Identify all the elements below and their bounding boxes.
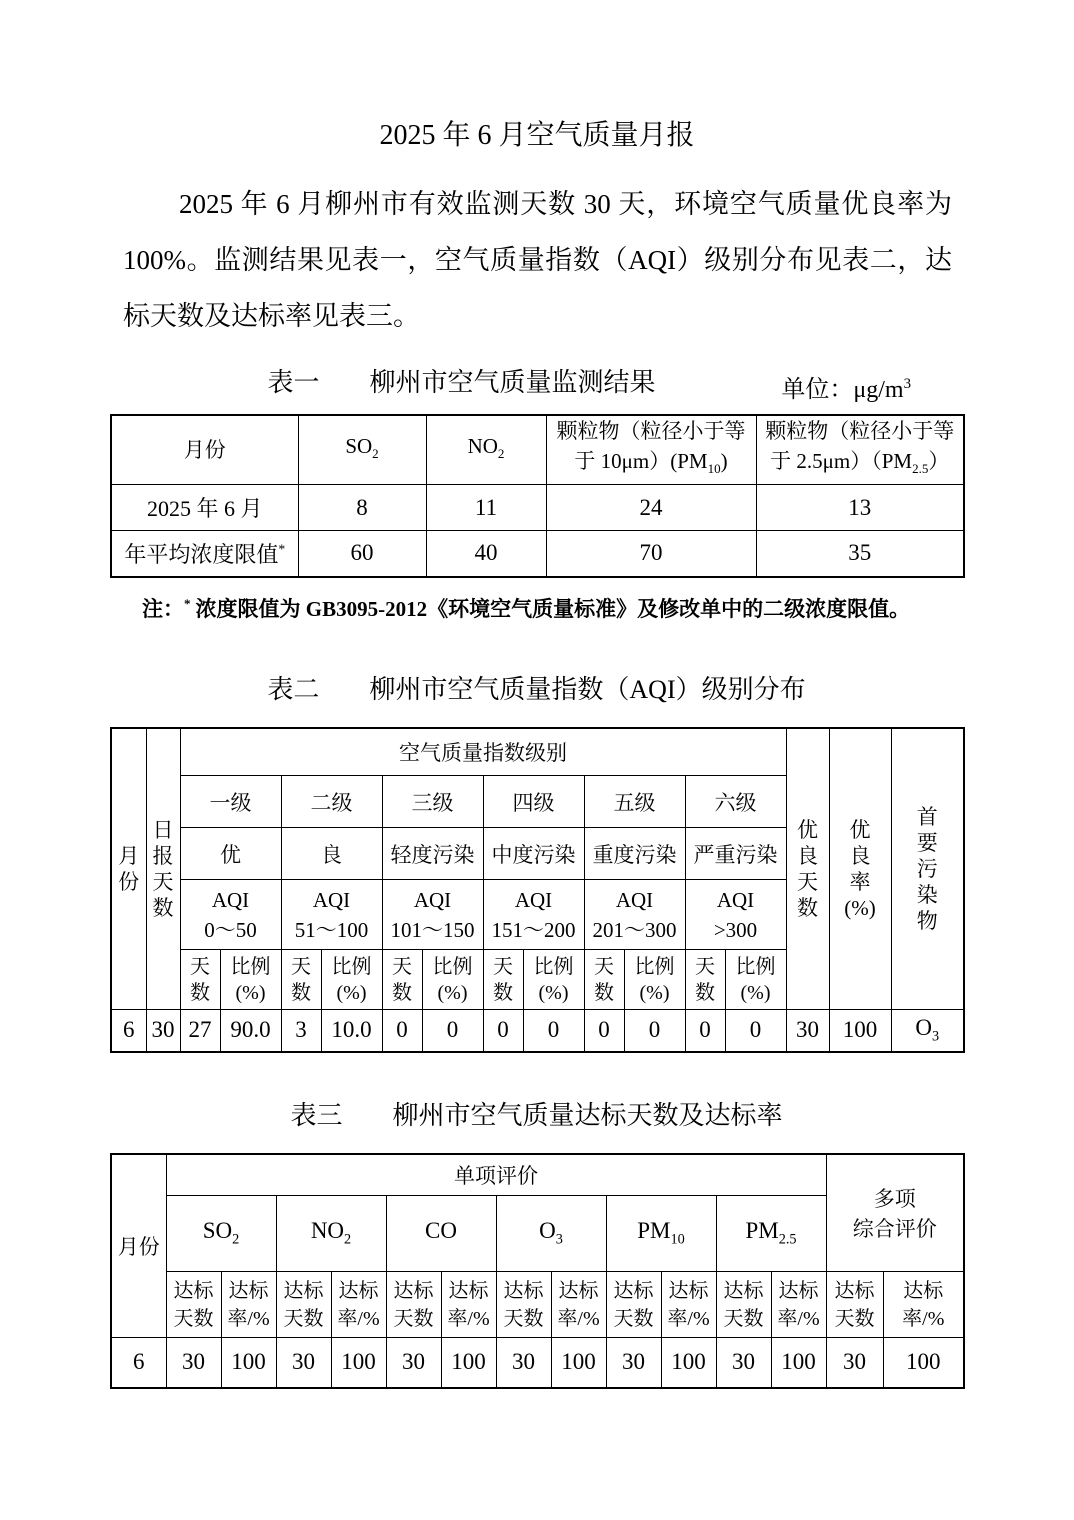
t2-sub-days: 天 数 [382, 950, 422, 1010]
t1-no2-value: 11 [426, 485, 546, 531]
t3-data-cell: 30 [716, 1338, 771, 1388]
t1-pm25-value: 13 [756, 485, 964, 531]
t2-sub-ratio: 比例 (%) [523, 950, 584, 1010]
t3-data-cell: 100 [551, 1338, 606, 1388]
t2-data-cell: 0 [422, 1010, 483, 1052]
t3-sub-days: 达标 天数 [166, 1272, 221, 1338]
t2-data-cell: 0 [483, 1010, 523, 1052]
t3-data-cell: 30 [496, 1338, 551, 1388]
t1-pm10-limit: 70 [546, 531, 756, 577]
t3-data-cell: 100 [661, 1338, 716, 1388]
t2-data-cell: 0 [685, 1010, 725, 1052]
t3-sub-days: 达标 天数 [606, 1272, 661, 1338]
t2-data-good-days: 30 [786, 1010, 829, 1052]
t3-data-cell: 100 [441, 1338, 496, 1388]
t2-data-cell: 10.0 [321, 1010, 382, 1052]
t2-range-3: AQI 101～150 [382, 880, 483, 950]
t3-sub-days: 达标 天数 [386, 1272, 441, 1338]
t1-pm10-value: 24 [546, 485, 756, 531]
t2-data-cell: 0 [725, 1010, 786, 1052]
t3-pollutant-pm10: $PM_{10}$ [606, 1196, 716, 1272]
t3-sub-days: 达标 天数 [826, 1272, 883, 1338]
table3-caption-row [110, 1099, 963, 1133]
t2-range-2: AQI 51～100 [281, 880, 382, 950]
t2-grade-3: 三级 [382, 776, 483, 828]
t2-data-pollutant: $O_3$ [891, 1010, 964, 1052]
t2-data-good-rate: 100 [829, 1010, 891, 1052]
t3-pollutant-so2: $SO_2$ [166, 1196, 276, 1272]
t3-sub-days: 达标 天数 [276, 1272, 331, 1338]
t1-header-no2: $NO_2$ [426, 415, 546, 485]
t2-sub-ratio: 比例 (%) [422, 950, 483, 1010]
t2-sub-days: 天 数 [483, 950, 523, 1010]
t2-col-daily-days: 日 报 天 数 [146, 728, 180, 1010]
t1-header-pm10: 颗粒物（粒径小于等于 $10\mu m)(PM_{10})$ [546, 415, 756, 485]
table1-unit-label: 单位：$\mu g/m^3$ [781, 376, 911, 403]
table1-monitoring-results [110, 414, 965, 578]
table3-caption-label: 表三 [290, 1100, 343, 1130]
t3-sub-rate: 达标 率/% [331, 1272, 386, 1338]
table1-header-row [111, 415, 964, 485]
t2-data-daily-days: 30 [146, 1010, 180, 1052]
t2-grade-4: 四级 [483, 776, 584, 828]
t2-name-3: 轻度污染 [382, 828, 483, 880]
t2-group-header: 空气质量指数级别 [180, 728, 786, 776]
t2-sub-ratio: 比例 (%) [624, 950, 685, 1010]
t2-data-cell: 27 [180, 1010, 220, 1052]
t2-sub-days: 天 数 [685, 950, 725, 1010]
table3-header-row1 [111, 1154, 964, 1196]
t2-sub-ratio: 比例 (%) [725, 950, 786, 1010]
table1-caption-row [110, 366, 963, 403]
t2-data-cell: 0 [584, 1010, 624, 1052]
table3-caption-title: 柳州市空气质量达标天数及达标率 [392, 1100, 783, 1130]
t3-pollutant-no2: $NO_2$ [276, 1196, 386, 1272]
table1-caption-label: 表一 [267, 368, 320, 397]
t3-pollutant-o3: $O_3$ [496, 1196, 606, 1272]
t1-pm25-limit: 35 [756, 531, 964, 577]
t2-name-5: 重度污染 [584, 828, 685, 880]
table2-caption-title: 柳州市空气质量指数（AQI）级别分布 [369, 674, 806, 704]
t1-month-label: 2025 年 6 月 [111, 485, 298, 531]
t2-sub-days: 天 数 [281, 950, 321, 1010]
table3-subheader-row [111, 1272, 964, 1338]
t3-data-cell: 100 [331, 1338, 386, 1388]
t2-data-month: 6 [111, 1010, 146, 1052]
t3-data-cell: 30 [386, 1338, 441, 1388]
t3-data-cell: 30 [166, 1338, 221, 1388]
table3-data-row [111, 1338, 964, 1388]
t3-data-cell: 100 [883, 1338, 964, 1388]
t1-so2-limit: 60 [298, 531, 426, 577]
t3-data-cell: 100 [771, 1338, 826, 1388]
t2-grade-5: 五级 [584, 776, 685, 828]
table1-caption-title: 柳州市空气质量监测结果 [369, 368, 656, 397]
t3-sub-days: 达标 天数 [496, 1272, 551, 1338]
table2-data-row [111, 1010, 964, 1052]
t3-group-single: 单项评价 [166, 1154, 826, 1196]
t2-sub-ratio: 比例 (%) [321, 950, 382, 1010]
t2-col-good-days: 优 良 天 数 [786, 728, 829, 1010]
t2-name-2: 良 [281, 828, 382, 880]
t1-no2-limit: 40 [426, 531, 546, 577]
t3-sub-rate: 达标 率/% [661, 1272, 716, 1338]
t2-col-good-rate: 优 良 率 (%) [829, 728, 891, 1010]
t2-sub-days: 天 数 [180, 950, 220, 1010]
t3-sub-rate: 达标 率/% [551, 1272, 606, 1338]
t2-range-5: AQI 201～300 [584, 880, 685, 950]
t3-data-month: 6 [111, 1338, 166, 1388]
t3-pollutant-pm25: $PM_{2.5}$ [716, 1196, 826, 1272]
t2-data-cell: 0 [624, 1010, 685, 1052]
t2-grade-1: 一级 [180, 776, 281, 828]
t1-so2-value: 8 [298, 485, 426, 531]
t3-sub-days: 达标 天数 [716, 1272, 771, 1338]
t3-col-month: 月份 [111, 1154, 166, 1338]
t2-col-primary-pollutant: 首 要 污 染 物 [891, 728, 964, 1010]
t2-data-cell: 0 [382, 1010, 422, 1052]
table2-header-row1 [111, 728, 964, 776]
t3-sub-rate: 达标 率/% [221, 1272, 276, 1338]
table2-caption-label: 表二 [267, 674, 320, 704]
t1-header-pm25: 颗粒物（粒径小于等于 $2.5\mu m)(PM_{2.5})$ [756, 415, 964, 485]
t1-header-so2: $SO_2$ [298, 415, 426, 485]
t2-sub-ratio: 比例 (%) [220, 950, 281, 1010]
t1-header-month: 月份 [111, 415, 298, 485]
t2-name-6: 严重污染 [685, 828, 786, 880]
table3-attainment [110, 1153, 965, 1389]
t2-range-1: AQI 0～50 [180, 880, 281, 950]
t2-col-month: 月 份 [111, 728, 146, 1010]
table1-footnote: 注：* 浓度限值为 GB3095-2012《环境空气质量标准》及修改单中的二级浓度限值。 [142, 595, 911, 621]
t2-range-6: AQI >300 [685, 880, 786, 950]
t2-sub-days: 天 数 [584, 950, 624, 1010]
t2-data-cell: 90.0 [220, 1010, 281, 1052]
table2-caption-row [110, 673, 963, 707]
table1-month-row [111, 485, 964, 531]
t3-data-cell: 30 [826, 1338, 883, 1388]
t3-sub-rate: 达标 率/% [441, 1272, 496, 1338]
intro-paragraph: 2025 年 6 月柳州市有效监测天数 30 天，环境空气质量优良率为 100%。监测结果见表一，空气质量指数（AQI）级别分布见表二，达标天数及达标率见表三。 [123, 189, 952, 331]
t1-limit-label: 年平均浓度限值* [111, 531, 298, 577]
t3-pollutant-co: CO [386, 1196, 496, 1272]
t3-sub-rate: 达标 率/% [771, 1272, 826, 1338]
t2-range-4: AQI 151～200 [483, 880, 584, 950]
page-title: 2025 年 6 月空气质量月报 [379, 120, 695, 151]
t3-data-cell: 30 [276, 1338, 331, 1388]
t3-group-multi: 多项 综合评价 [826, 1154, 964, 1272]
t2-name-1: 优 [180, 828, 281, 880]
t3-sub-rate: 达标 率/% [883, 1272, 964, 1338]
table1-limit-row [111, 531, 964, 577]
table2-aqi-distribution [110, 727, 965, 1053]
t2-name-4: 中度污染 [483, 828, 584, 880]
t2-data-cell: 0 [523, 1010, 584, 1052]
t3-data-cell: 30 [606, 1338, 661, 1388]
t2-grade-2: 二级 [281, 776, 382, 828]
t2-data-cell: 3 [281, 1010, 321, 1052]
t3-data-cell: 100 [221, 1338, 276, 1388]
t2-grade-6: 六级 [685, 776, 786, 828]
